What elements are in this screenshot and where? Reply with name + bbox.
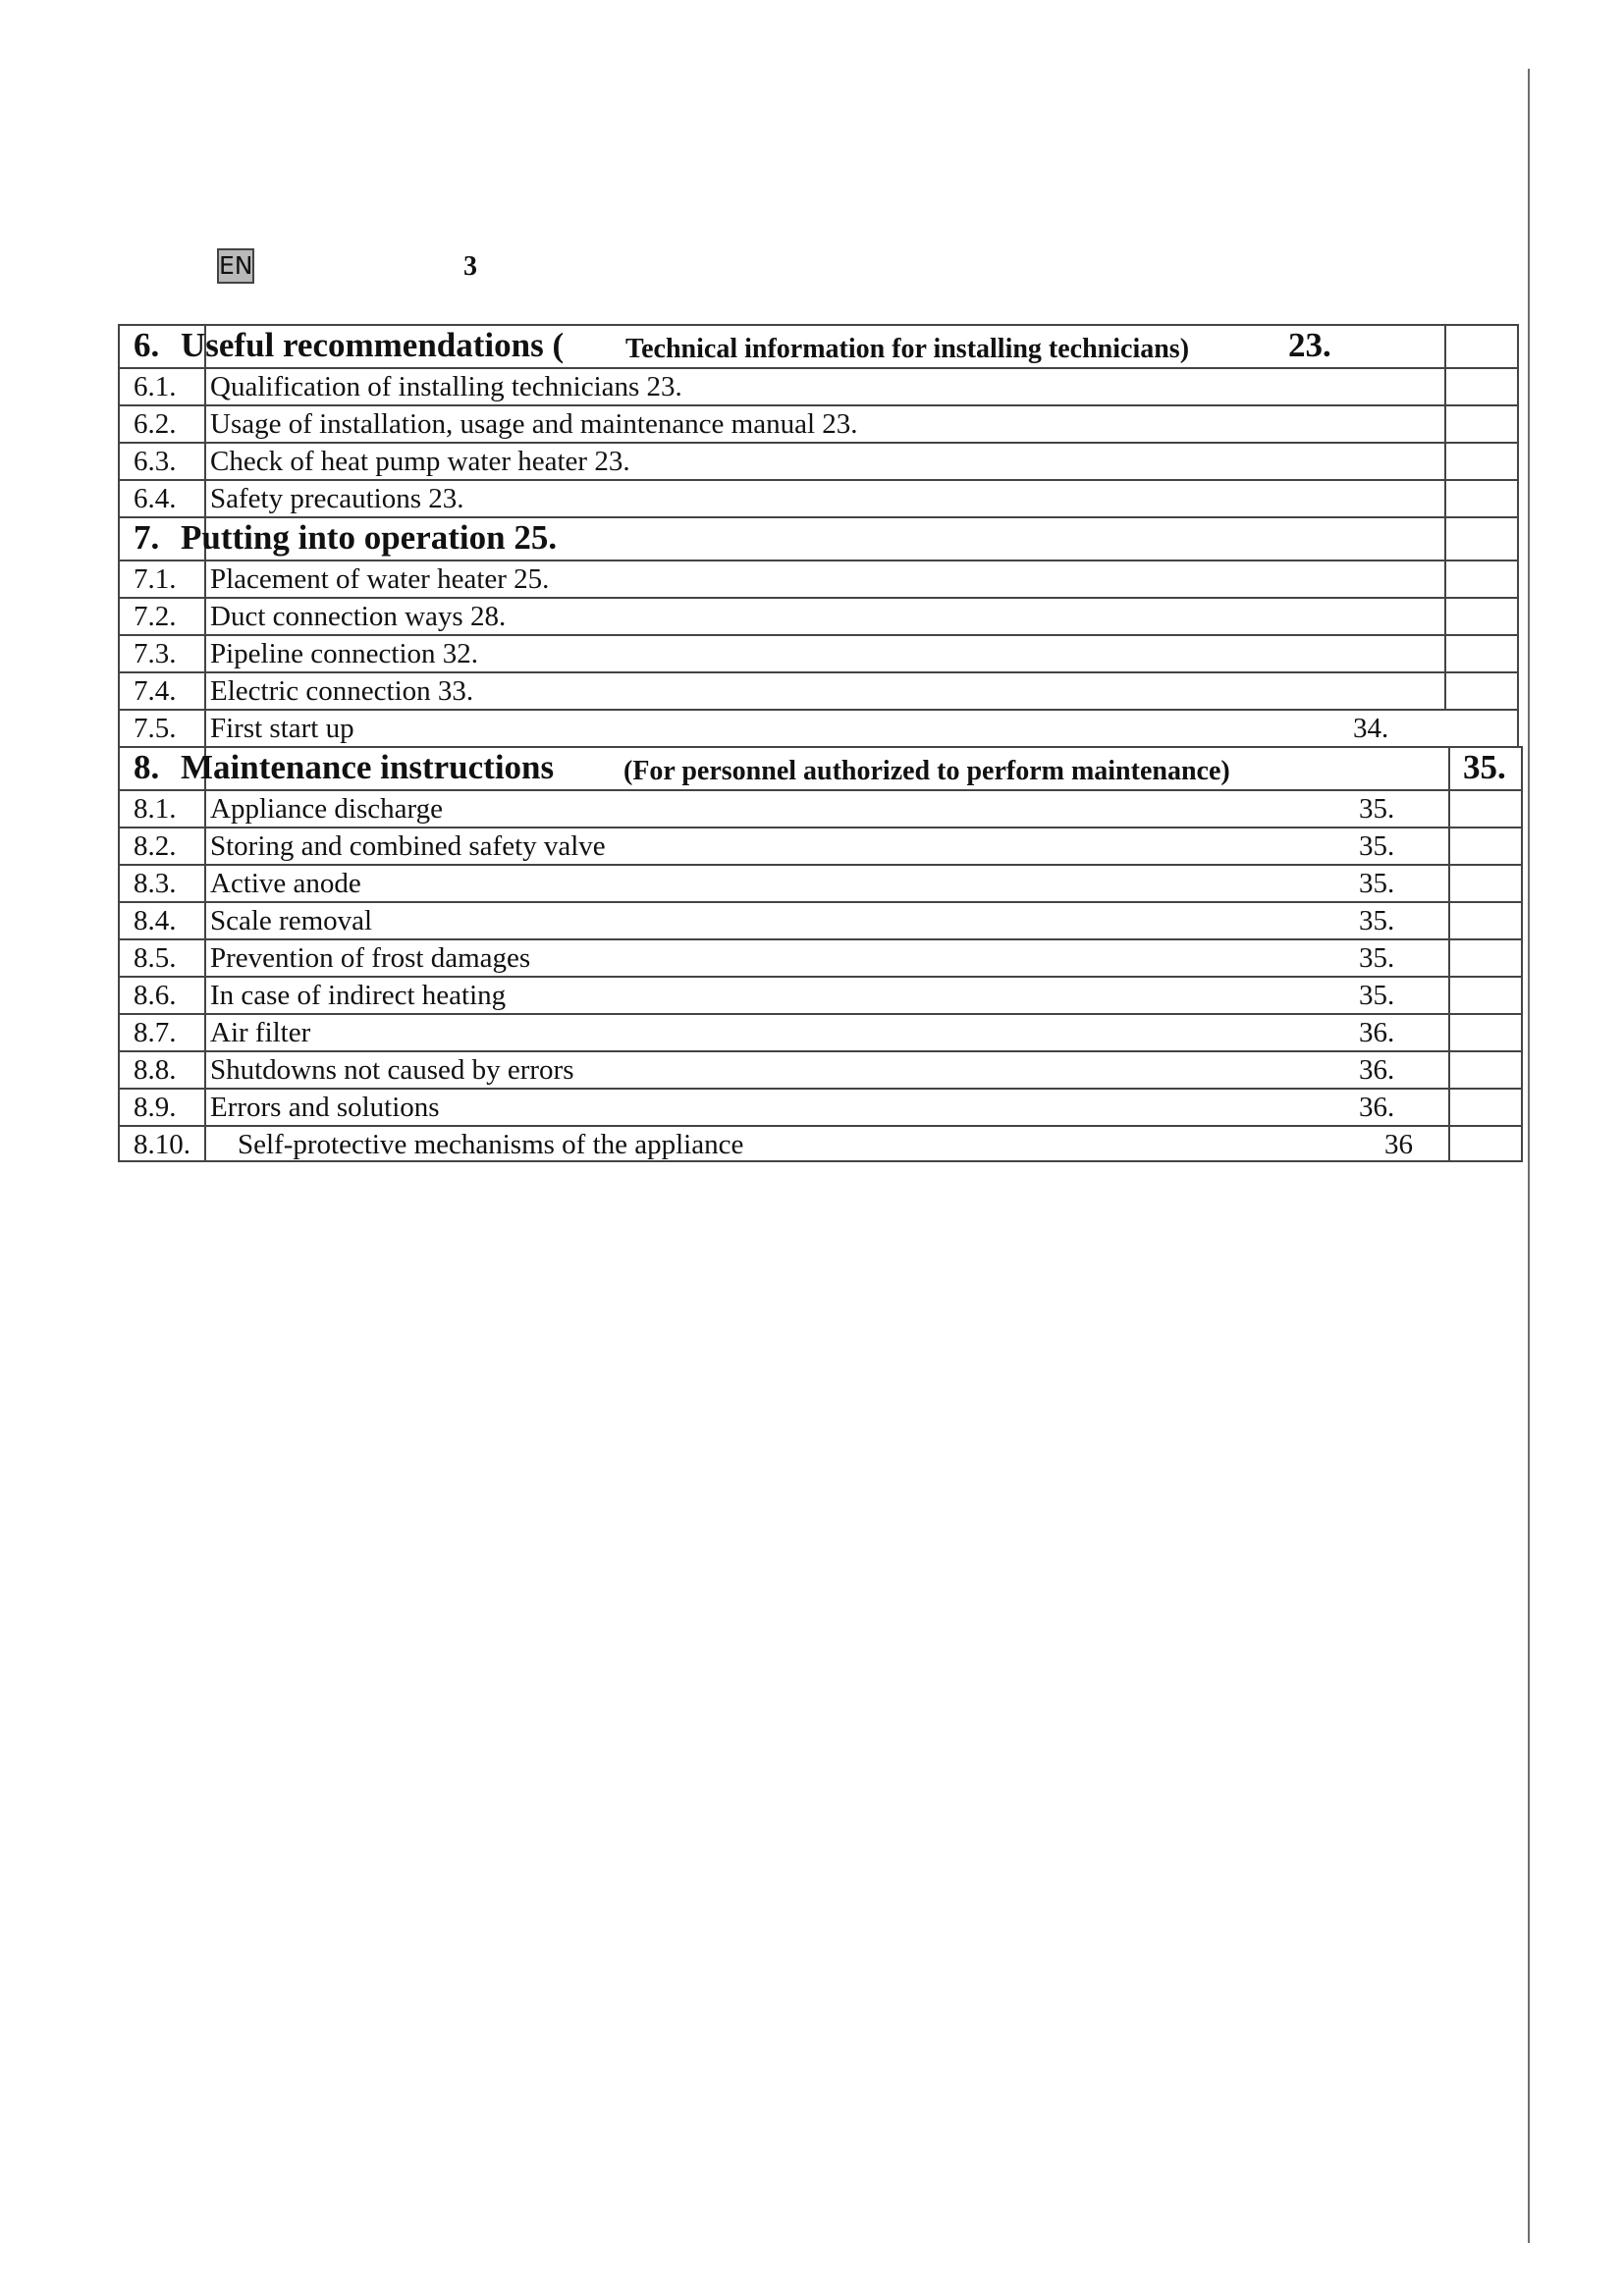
column-divider	[1444, 518, 1446, 560]
column-divider	[1448, 903, 1450, 938]
column-divider	[204, 481, 206, 516]
entry-number: 7.2.	[134, 601, 177, 632]
entry-page: 35.	[1359, 980, 1395, 1011]
column-divider	[1444, 481, 1446, 516]
entry-page: 36.	[1359, 1054, 1395, 1086]
entry-number: 6.3.	[134, 446, 177, 477]
column-divider	[204, 828, 206, 864]
section-number: 6.	[134, 326, 160, 364]
entry-number: 7.4.	[134, 675, 177, 707]
language-badge: EN	[217, 248, 254, 284]
column-divider	[204, 444, 206, 479]
column-divider	[204, 406, 206, 442]
column-divider	[1444, 636, 1446, 671]
column-divider	[204, 1015, 206, 1050]
toc-entry[interactable]	[118, 938, 1523, 976]
section-page: 35.	[1463, 748, 1506, 786]
page-number: 3	[463, 251, 477, 282]
toc-entry[interactable]	[118, 1088, 1523, 1125]
entry-number: 6.4.	[134, 483, 177, 514]
toc-entry[interactable]	[118, 597, 1519, 634]
entry-number: 6.2.	[134, 408, 177, 440]
entry-title: Storing and combined safety valve	[210, 830, 606, 862]
section-title: Useful recommendations (	[181, 326, 565, 364]
entry-page: 36	[1384, 1129, 1413, 1160]
column-divider	[1444, 561, 1446, 597]
toc-section-heading[interactable]	[118, 516, 1519, 560]
entry-page: 35.	[1359, 793, 1395, 825]
toc-entry[interactable]	[118, 709, 1519, 746]
column-divider	[204, 561, 206, 597]
column-divider	[1448, 1127, 1450, 1160]
entry-title: Errors and solutions	[210, 1092, 440, 1123]
toc-entry[interactable]	[118, 976, 1523, 1013]
entry-title: Self-protective mechanisms of the appliance	[238, 1129, 744, 1160]
column-divider	[1444, 406, 1446, 442]
toc-entry[interactable]	[118, 1125, 1523, 1162]
column-divider	[1448, 828, 1450, 864]
section-page: 23.	[1288, 326, 1331, 364]
entry-number: 8.2.	[134, 830, 177, 862]
column-divider	[204, 1090, 206, 1125]
section-number: 7.	[134, 518, 160, 557]
toc-entry[interactable]	[118, 1013, 1523, 1050]
column-divider	[1448, 1015, 1450, 1050]
column-divider	[1448, 791, 1450, 827]
entry-title: Shutdowns not caused by errors	[210, 1054, 574, 1086]
entry-page: 36.	[1359, 1092, 1395, 1123]
entry-page: 34.	[1353, 713, 1389, 744]
entry-number: 8.10.	[134, 1129, 190, 1160]
column-divider	[1448, 1090, 1450, 1125]
toc-entry[interactable]	[118, 864, 1523, 901]
entry-number: 7.3.	[134, 638, 177, 669]
section-note: Technical information for installing technicians)	[625, 334, 1190, 364]
toc-entry[interactable]	[118, 367, 1519, 404]
entry-number: 7.1.	[134, 563, 177, 595]
section-title: Putting into operation 25.	[181, 518, 558, 557]
column-divider	[204, 903, 206, 938]
column-divider	[1444, 444, 1446, 479]
column-divider	[204, 866, 206, 901]
column-divider	[1448, 748, 1450, 789]
entry-page: 35.	[1359, 830, 1395, 862]
entry-title: Duct connection ways 28.	[210, 601, 507, 632]
entry-title: First start up	[210, 713, 354, 744]
column-divider	[1444, 326, 1446, 367]
toc-entry[interactable]	[118, 479, 1519, 516]
entry-page: 35.	[1359, 905, 1395, 936]
entry-title: Appliance discharge	[210, 793, 444, 825]
entry-title: Active anode	[210, 868, 361, 899]
toc-section-heading[interactable]	[118, 324, 1519, 367]
entry-title: Scale removal	[210, 905, 373, 936]
entry-title: Electric connection 33.	[210, 675, 474, 707]
column-divider	[204, 636, 206, 671]
entry-number: 6.1.	[134, 371, 177, 402]
entry-title: Qualification of installing technicians 23.	[210, 371, 682, 402]
entry-title: Prevention of frost damages	[210, 942, 531, 974]
toc-entry[interactable]	[118, 404, 1519, 442]
column-divider	[1444, 599, 1446, 634]
entry-page: 35.	[1359, 868, 1395, 899]
column-divider	[204, 1127, 206, 1160]
toc-entry[interactable]	[118, 789, 1523, 827]
column-divider	[1448, 978, 1450, 1013]
column-divider	[1448, 866, 1450, 901]
column-divider	[204, 673, 206, 709]
toc-entry[interactable]	[118, 634, 1519, 671]
entry-title: Air filter	[210, 1017, 311, 1048]
entry-number: 8.5.	[134, 942, 177, 974]
toc-entry[interactable]	[118, 560, 1519, 597]
section-number: 8.	[134, 748, 160, 786]
entry-title: Placement of water heater 25.	[210, 563, 550, 595]
column-divider	[204, 940, 206, 976]
right-margin-rule	[1528, 69, 1530, 2243]
entry-number: 8.4.	[134, 905, 177, 936]
table-of-contents	[118, 324, 1519, 1162]
section-title: Maintenance instructions	[181, 748, 555, 786]
toc-entry[interactable]	[118, 1050, 1523, 1088]
toc-entry[interactable]	[118, 671, 1519, 709]
section-note: (For personnel authorized to perform maintenance)	[623, 756, 1230, 786]
entry-title: Pipeline connection 32.	[210, 638, 479, 669]
toc-entry[interactable]	[118, 901, 1523, 938]
column-divider	[204, 1052, 206, 1088]
entry-number: 8.8.	[134, 1054, 177, 1086]
entry-title: Safety precautions 23.	[210, 483, 464, 514]
entry-number: 8.6.	[134, 980, 177, 1011]
entry-number: 8.9.	[134, 1092, 177, 1123]
entry-title: Check of heat pump water heater 23.	[210, 446, 630, 477]
entry-page: 35.	[1359, 942, 1395, 974]
column-divider	[204, 369, 206, 404]
entry-number: 7.5.	[134, 713, 177, 744]
column-divider	[204, 711, 206, 746]
column-divider	[1444, 673, 1446, 709]
toc-entry[interactable]	[118, 827, 1523, 864]
column-divider	[204, 599, 206, 634]
entry-title: Usage of installation, usage and maintenance manual 23.	[210, 408, 858, 440]
column-divider	[1448, 1052, 1450, 1088]
column-divider	[204, 791, 206, 827]
entry-number: 8.3.	[134, 868, 177, 899]
entry-number: 8.1.	[134, 793, 177, 825]
column-divider	[1444, 369, 1446, 404]
entry-title: In case of indirect heating	[210, 980, 507, 1011]
entry-number: 8.7.	[134, 1017, 177, 1048]
column-divider	[204, 978, 206, 1013]
toc-section-heading[interactable]	[118, 746, 1523, 789]
toc-entry[interactable]	[118, 442, 1519, 479]
entry-page: 36.	[1359, 1017, 1395, 1048]
column-divider	[1448, 940, 1450, 976]
